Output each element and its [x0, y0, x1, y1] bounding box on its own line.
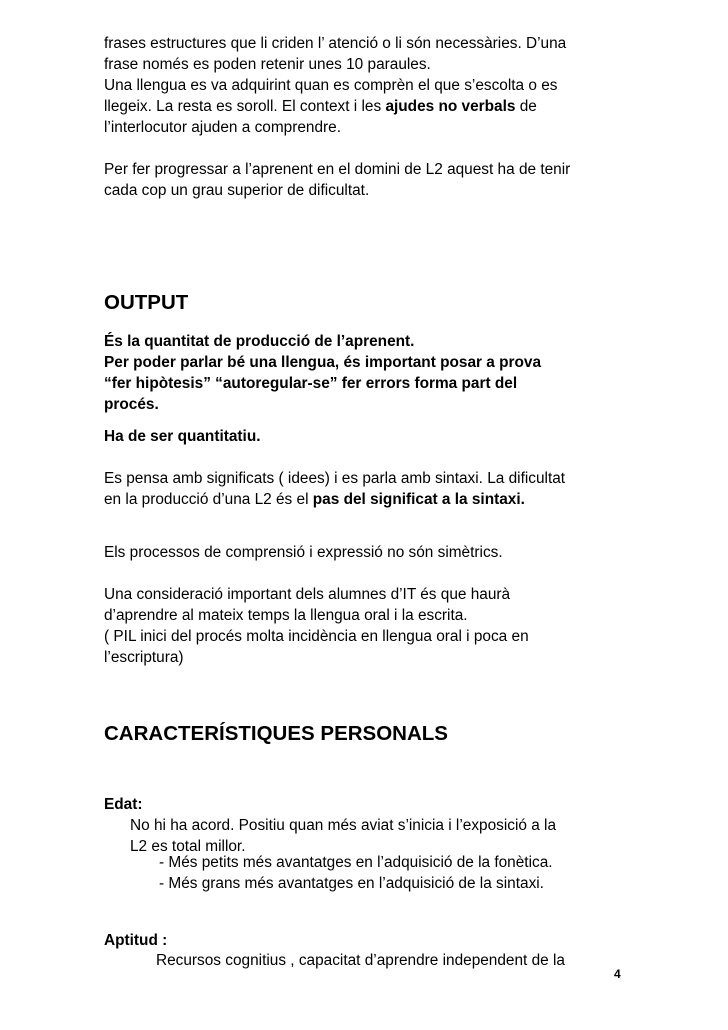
text-line: Es pensa amb significats ( idees) i es parla amb sintaxi. La dificultat — [104, 470, 566, 487]
text-line: Aptitud : — [104, 932, 168, 949]
text-line: Recursos cognitius , capacitat d’aprendre independent de la — [156, 952, 565, 969]
text-line: És la quantitat de producció de l’aprenent. — [104, 333, 415, 350]
section-heading-output: OUTPUT — [104, 291, 189, 314]
text-line: frases estructures que li criden l’ atenció o li són necessàries. D’una — [104, 35, 567, 52]
text-line: Per poder parlar bé una llengua, és important posar a prova — [104, 354, 542, 371]
text-line: Edat: — [104, 796, 143, 813]
text-line: Una llengua es va adquirint quan es comprèn el que s’escolta o es — [104, 77, 558, 94]
bold-span: ajudes no verbals — [385, 98, 516, 115]
text-line: cada cop un grau superior de dificultat. — [104, 182, 370, 199]
text-line: Els processos de comprensió i expressió no són simètrics. — [104, 544, 503, 561]
text-line — [104, 490, 525, 510]
text-line — [104, 97, 537, 117]
text-line: procés. — [104, 396, 159, 413]
text-span: llegeix. La resta es soroll. El context i les — [104, 98, 386, 115]
text-span: de — [515, 98, 537, 115]
text-line: L2 es total millor. — [130, 838, 246, 855]
text-line: Ha de ser quantitatiu. — [104, 428, 261, 445]
text-line: ( PIL inici del procés molta incidència en llengua oral i poca en — [104, 628, 529, 645]
text-line: “fer hipòtesis” “autoregular-se” fer errors forma part del — [104, 375, 518, 392]
text-line: Per fer progressar a l’aprenent en el domini de L2 aquest ha de tenir — [104, 161, 571, 178]
text-line: No hi ha acord. Positiu quan més aviat s’inicia i l’exposició a la — [130, 817, 557, 834]
page-number: 4 — [614, 967, 621, 981]
text-line: Una consideració important dels alumnes d’IT és que haurà — [104, 586, 511, 603]
list-item: - Més petits més avantatges en l’adquisició de la fonètica. — [159, 854, 553, 871]
text-line: frase només es poden retenir unes 10 paraules. — [104, 56, 431, 73]
bold-span: pas del significat a la sintaxi. — [312, 491, 525, 508]
text-line: d’aprendre al mateix temps la llengua oral i la escrita. — [104, 607, 468, 624]
text-span: en la producció d’una L2 és el — [104, 491, 313, 508]
text-line: l’escriptura) — [104, 649, 184, 666]
section-heading-personals: CARACTERÍSTIQUES PERSONALS — [104, 722, 448, 745]
text-line: l’interlocutor ajuden a comprendre. — [104, 119, 341, 136]
list-item: - Més grans més avantatges en l’adquisició de la sintaxi. — [159, 875, 544, 892]
